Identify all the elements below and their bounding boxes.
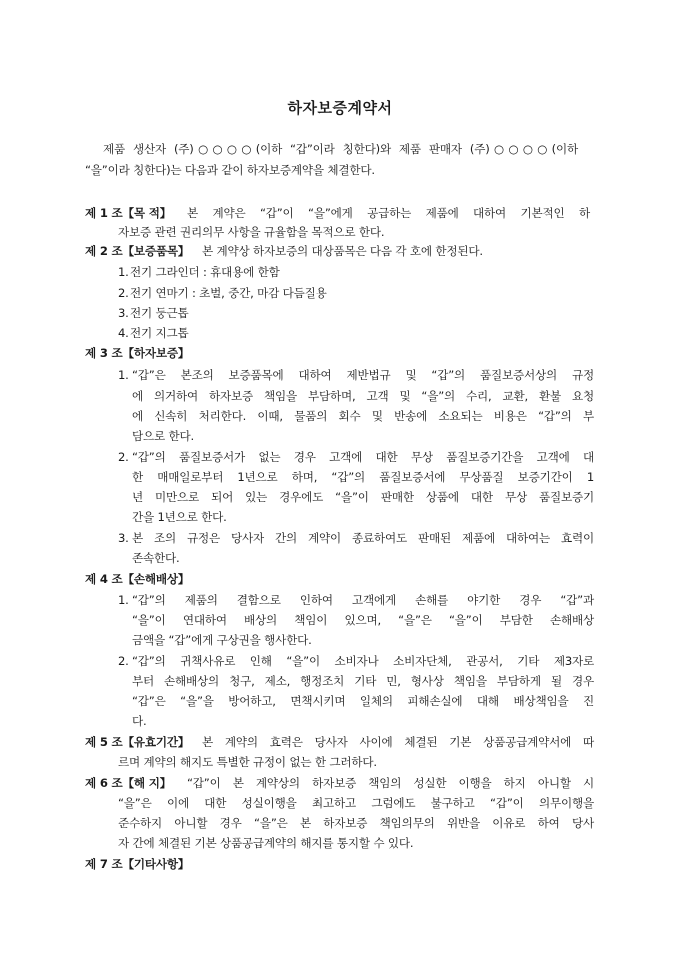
item-text: 간을 1년으로 한다. xyxy=(132,510,227,524)
article-6-text: 준수하지 아니할 경우 “을”은 본 하자보증 책임의무의 위반을 이유로 하여 당사 xyxy=(118,816,594,830)
article-5-heading: 제 5 조【유효기간】 xyxy=(85,735,190,749)
item-text: 금액을 “갑”에게 구상권을 행사한다. xyxy=(132,633,312,647)
item-text: “갑”의 귀책사유로 인해 “을”이 소비자나 소비자단체, 관공서, 기타 제3자로 xyxy=(132,654,594,668)
item-number: 1. xyxy=(118,265,129,279)
document-title: 하자보증계약서 xyxy=(287,99,393,117)
item-text: 년 미만으로 되어 있는 경우에도 “을”이 판매한 상품에 대한 무상 품질보증기 xyxy=(132,490,594,504)
item-text: 본 조의 규정은 당사자 간의 계약이 종료하여도 판매된 제품에 대하여는 효력이 xyxy=(132,531,594,545)
item-text: “갑”의 제품의 결함으로 인하여 고객에게 손해를 야기한 경우 “갑”과 xyxy=(132,593,594,607)
item-text: 에 신속히 처리한다. 이때, 물품의 회수 및 반송에 소요되는 비용은 “갑”의 부 xyxy=(132,409,594,423)
article-6-text: “갑”이 본 계약상의 하자보증 책임의 성실한 이행을 하지 아니할 시 xyxy=(187,776,594,790)
article-6-heading: 제 6 조【해 지】 xyxy=(85,776,172,790)
item-text: 에 의거하여 하자보증 책임을 부담하며, 고객 및 “을”의 수리, 교환, 환불 요청 xyxy=(132,389,594,403)
item-text: 전기 지그톱 xyxy=(130,326,189,340)
item-text: “갑”의 품질보증서가 없는 경우 고객에 대한 무상 품질보증기간을 고객에 대 xyxy=(132,450,594,464)
item-number: 3. xyxy=(118,531,129,545)
article-5-text: 르며 계약의 해지도 특별한 규정이 없는 한 그러하다. xyxy=(118,755,377,769)
item-text: 존속한다. xyxy=(132,551,180,565)
article-7-heading: 제 7 조【기타사항】 xyxy=(85,857,190,871)
article-1-heading: 제 1 조【목 적】 xyxy=(85,206,172,220)
item-number: 1. xyxy=(118,368,129,382)
item-text: 전기 그라인더 : 휴대용에 한함 xyxy=(130,265,280,279)
article-2-heading: 제 2 조【보증품목】 xyxy=(85,244,190,258)
item-text: “갑”은 본조의 보증품목에 대하여 제반법규 및 “갑”의 품질보증서상의 규정 xyxy=(132,368,594,382)
item-number: 2. xyxy=(118,286,129,300)
item-text: “을”이 연대하여 배상의 책임이 있으며, “을”은 “을”이 부담한 손해배상 xyxy=(132,613,594,627)
article-5-text: 본 계약의 효력은 당사자 사이에 체결된 기본 상품공급계약서에 따 xyxy=(202,735,594,749)
article-4-heading: 제 4 조【손해배상】 xyxy=(85,572,190,586)
item-number: 1. xyxy=(118,593,129,607)
item-number: 2. xyxy=(118,450,129,464)
item-number: 3. xyxy=(118,306,129,320)
item-text: 전기 연마기 : 초벌, 중간, 마감 다듬질용 xyxy=(130,286,327,300)
item-text: 부터 손해배상의 청구, 제소, 행정조치 기타 민, 형사상 책임을 부담하게 될 경우 xyxy=(132,674,594,688)
article-1-text: 본 계약은 “갑”이 “을”에게 공급하는 제품에 대하여 기본적인 하 xyxy=(187,206,590,220)
item-text: 담으로 한다. xyxy=(132,429,194,443)
item-text: 전기 둥근톱 xyxy=(130,306,189,320)
item-number: 2. xyxy=(118,654,129,668)
article-2-text: 본 계약상 하자보증의 대상품목은 다음 각 호에 한정된다. xyxy=(202,244,483,258)
article-6-text: 자 간에 체결된 기본 상품공급계약의 해지를 통지할 수 있다. xyxy=(118,836,414,850)
item-text: “갑”은 “을”을 방어하고, 면책시키며 일체의 피해손실에 대해 배상책임을 진 xyxy=(132,694,594,708)
preamble-line: 제품 생산자 (주)○○○○(이하 “갑”이라 칭한다)와 제품 판매자 (주)○○○○(이하 xyxy=(103,142,578,156)
article-6-text: “을”은 이에 대한 성실이행을 최고하고 그럼에도 불구하고 “갑”이 의무이행을 xyxy=(118,796,594,810)
item-text: 다. xyxy=(132,714,147,728)
item-text: 한 매매일로부터 1년으로 하며, “갑”의 품질보증서에 무상품질 보증기간이 1 xyxy=(132,470,594,484)
article-1-text: 자보증 관련 권리의무 사항을 규율함을 목적으로 한다. xyxy=(118,225,385,239)
item-number: 4. xyxy=(118,326,129,340)
preamble-line: “을”이라 칭한다)는 다음과 같이 하자보증계약을 체결한다. xyxy=(85,163,375,177)
article-3-heading: 제 3 조【하자보증】 xyxy=(85,346,190,360)
